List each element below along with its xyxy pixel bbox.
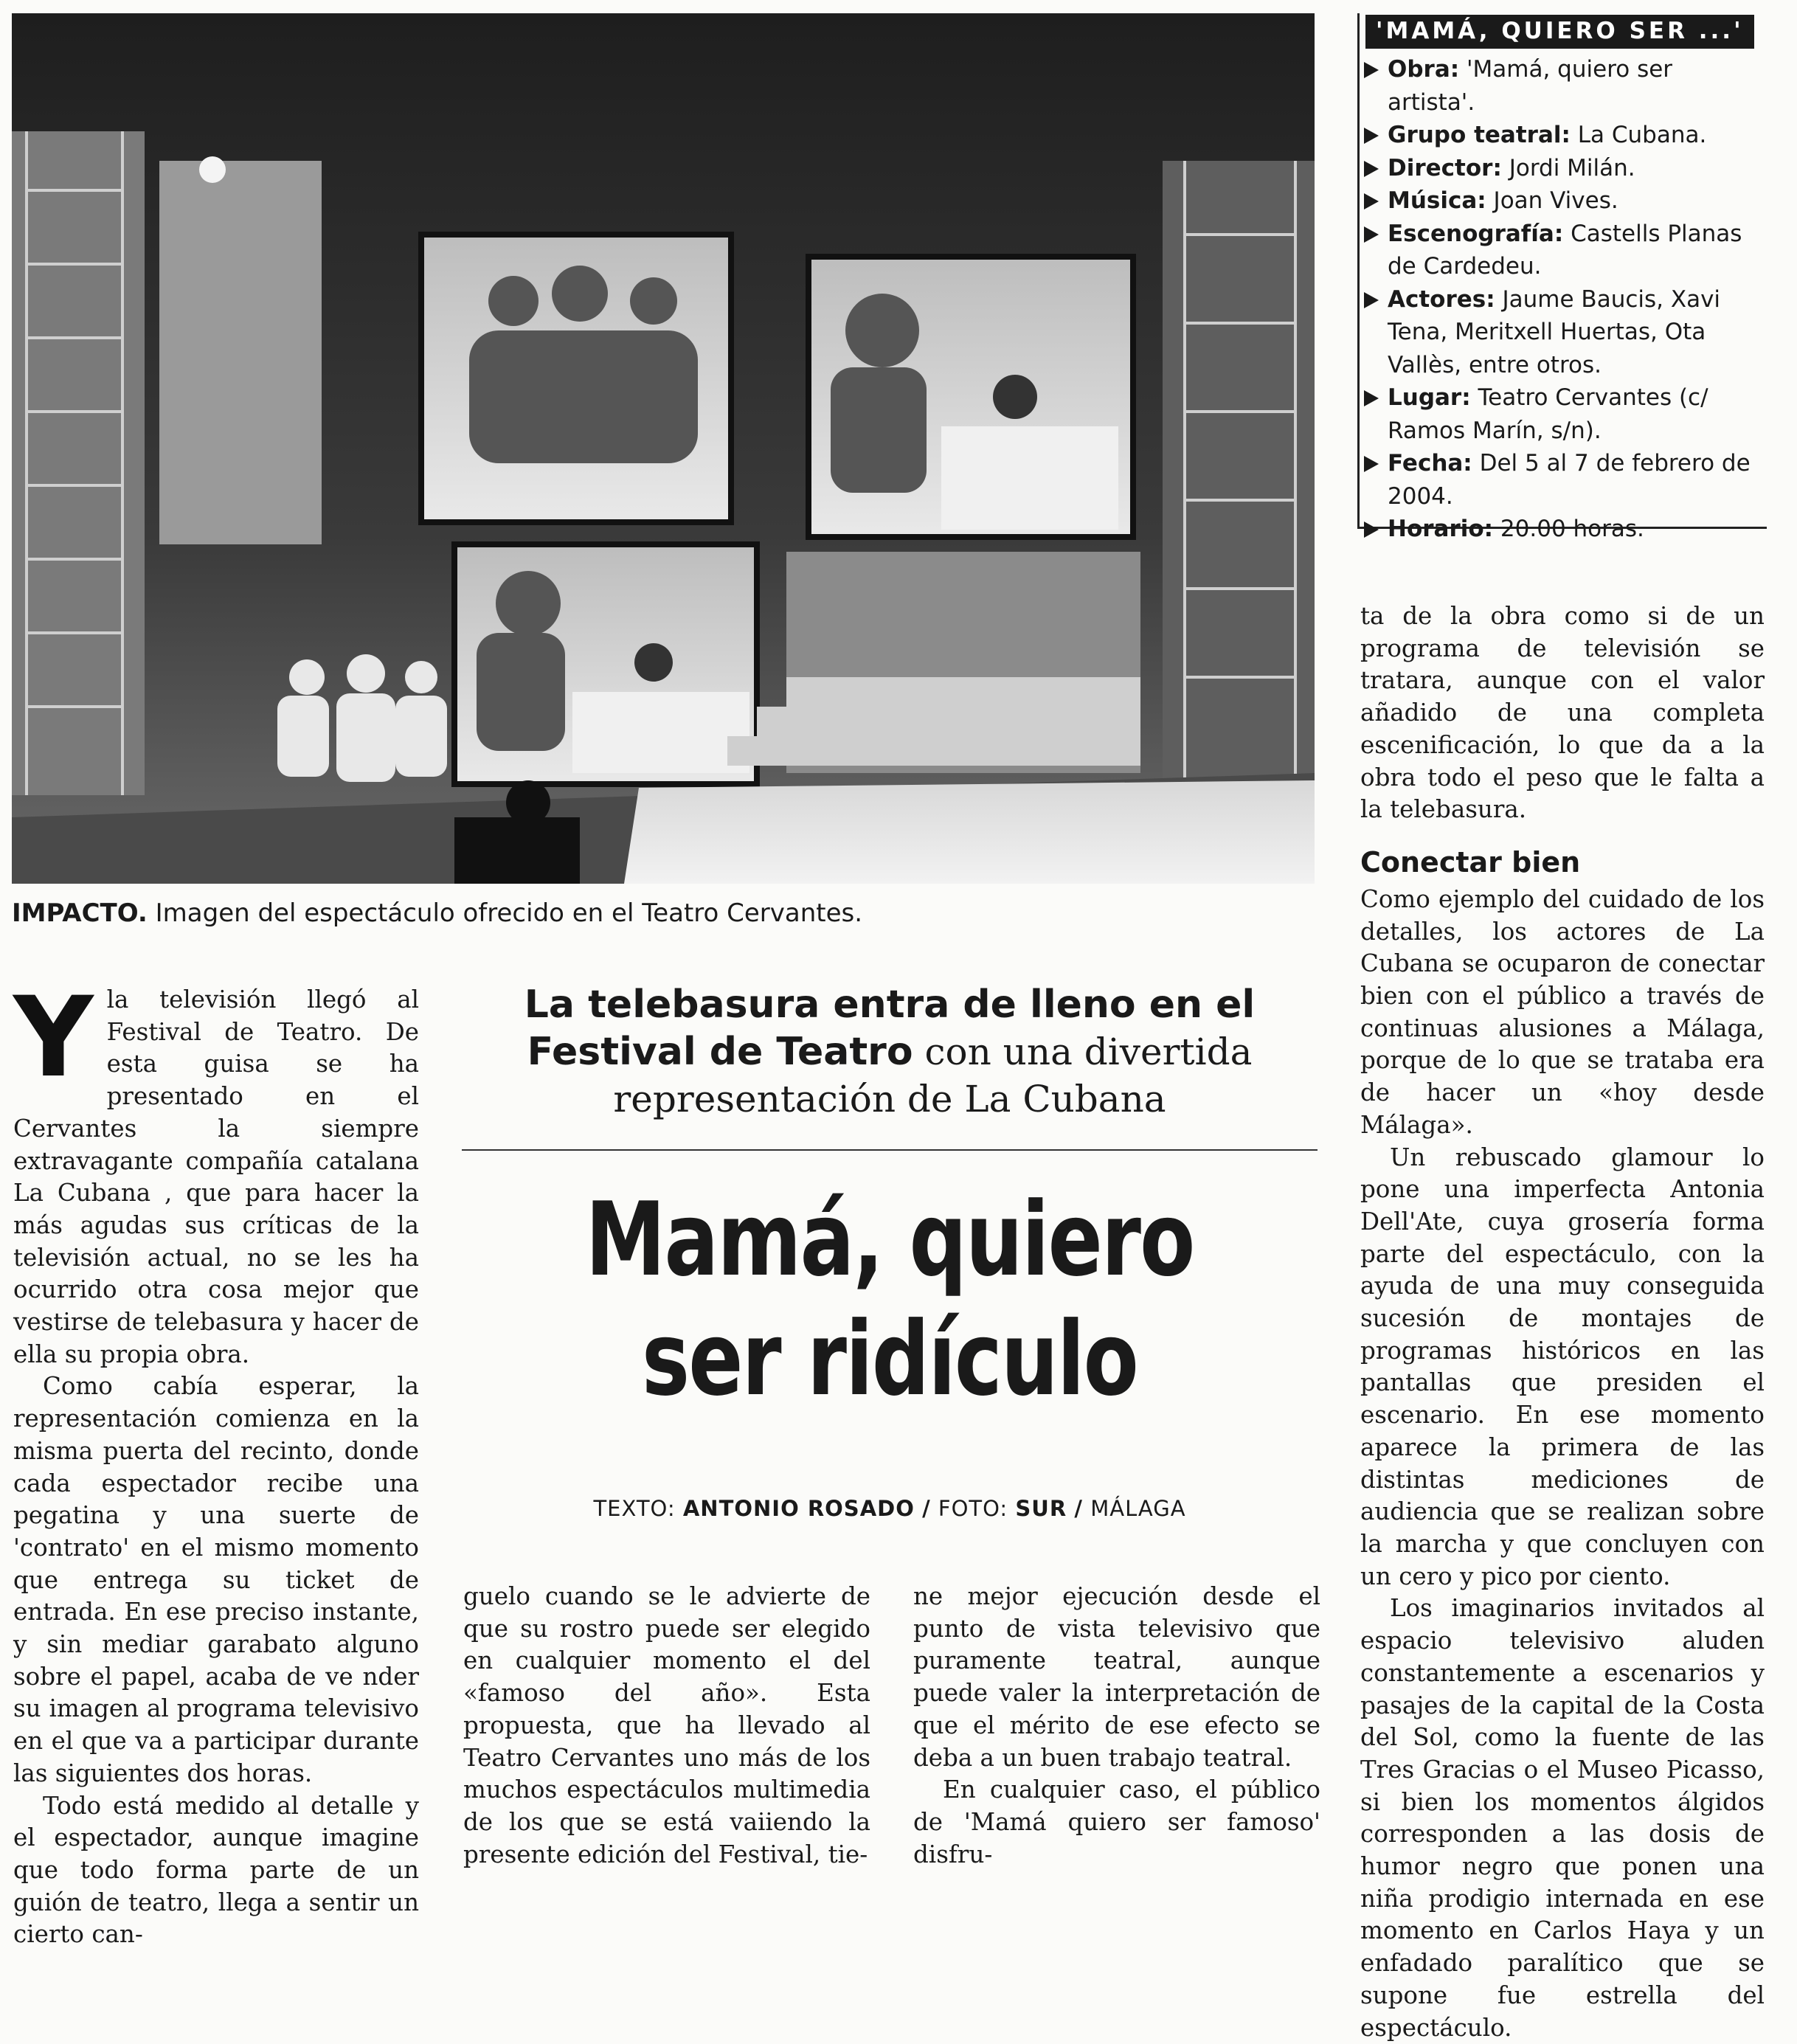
info-label: Director: [1388,154,1502,181]
triangle-bullet-icon [1364,128,1379,144]
triangle-bullet-icon [1364,226,1379,243]
triangle-bullet-icon [1364,161,1379,177]
stage-photo [12,13,1315,884]
article-column-3 [913,1581,1320,1871]
headline-divider [462,1149,1318,1151]
info-value: 'Mamá, quiero ser artista'. [1388,56,1673,116]
paragraph: la televisión llegó al Festival de Teatro. De esta guisa se ha presentado en el Cervantes la siempre extravagante compañía catalana La Cubana , que para hacer la más agudas sus críticas de la televisión actual, no se les ha ocurrido otra cosa mejor que vestirse de telebasura y hacer de ella su propia obra. [13,985,419,1368]
info-item-actores [1360,283,1767,382]
info-item-grupo [1360,119,1767,152]
byline-photo-credit: SUR [1015,1496,1067,1521]
paragraph: ne mejor ejecución desde el punto de vista televisivo que puramente teatral, aunque puede valer la interpretación de que el mérito de ese efecto se deba a un buen trabajo teatral. [913,1582,1320,1772]
info-value: Jordi Milán. [1509,154,1635,181]
info-label: Fecha: [1388,450,1472,477]
info-value: Joan Vives. [1493,187,1618,214]
info-box [1357,13,1767,542]
info-item-lugar [1360,381,1767,447]
info-item-fecha [1360,447,1767,513]
info-list [1360,53,1767,546]
byline-author: ANTONIO ROSADO [682,1496,915,1521]
info-value: La Cubana. [1577,122,1707,148]
triangle-bullet-icon [1364,193,1379,209]
paragraph: En cualquier caso, el público de 'Mamá quiero ser famoso' disfru- [913,1775,1320,1868]
byline [462,1496,1318,1521]
headline-line-2: ser ridículo [642,1300,1138,1418]
info-item-musica [1360,184,1767,218]
info-label: Escenografía: [1388,220,1564,247]
info-value: Jaume Baucis, Xavi Tena, Meritxell Huertas, Ota Vallès, entre otros. [1388,285,1721,378]
headline-line-1: Mamá, quiero [585,1180,1194,1299]
headline-kicker [462,981,1318,1123]
headline-title [513,1180,1267,1419]
info-value: Del 5 al 7 de febrero de 2004. [1388,450,1751,510]
paragraph: Todo está medido al detalle y el espectador, aunque imagine que todo forma parte de un guión de teatro, llega a sentir un cierto can- [13,1791,419,1949]
paragraph: ta de la obra como si de un programa de televisión se tratara, aunque con el valor añadido de una completa escenificación, lo que da a la obra todo el peso que le falta a la telebasura. [1360,602,1765,824]
article-column-4 [1360,600,1765,2044]
byline-texto-label: TEXTO: [593,1496,676,1521]
article-column-1 [13,974,419,1951]
info-item-horario [1360,513,1767,546]
info-label: Horario: [1388,516,1494,542]
caption-lead: IMPACTO. [12,898,148,928]
info-item-director [1360,152,1767,185]
info-value: Castells Planas de Cardedeu. [1388,220,1742,280]
info-label: Actores: [1388,285,1495,313]
triangle-bullet-icon [1364,62,1379,78]
byline-foto-label: FOTO: [938,1496,1008,1521]
paragraph: guelo cuando se le advierte de que su rostro puede ser elegido en cualquier momento el del «famoso del año». Esta propuesta, que ha llevado al Teatro Cervantes uno más de los muchos espectáculos multimedia de los que se está vaiiendo la presente edición del Festival, tie- [463,1582,870,1868]
byline-separator: / [1074,1496,1083,1521]
triangle-bullet-icon [1364,456,1379,472]
info-item-obra [1360,53,1767,119]
paragraph: Como ejemplo del cuidado de los detalles, los actores de La Cubana se ocuparon de conectar bien con el público a través de continuas alusiones a Málaga, porque de lo que se trataba era de hacer un «hoy desde Málaga». [1360,884,1765,1139]
info-item-escenografia [1360,218,1767,283]
paragraph: Como cabía esperar, la representación comienza en la misma puerta del recinto, donde cada espectador recibe una pegatina y una suerte de 'contrato' en el mismo momento que entrega su ticket de entrada. En ese preciso instante, y sin mediar garabato alguno sobre el papel, acaba de ve nder su imagen al programa televisivo en el que va a participar durante las siguientes dos horas. [13,1372,419,1787]
paragraph: Un rebuscado glamour lo pone una imperfecta Antonia Dell'Ate, cuya grosería forma parte del espectáculo, con la ayuda de una muy conseguida sucesión de montajes de programas históricos en las pantallas que presiden el escenario. En ese momento aparece la primera de las distintas mediciones de audiencia que se realizan sobre la marcha y que concluyen con un cero y pico por ciento. [1360,1143,1765,1590]
stage-photo-graphic [12,13,1315,884]
triangle-bullet-icon [1364,390,1379,406]
info-label: Obra: [1388,56,1460,83]
info-label: Música: [1388,187,1486,214]
byline-place: MÁLAGA [1090,1496,1186,1521]
paragraph: Los imaginarios invitados al espacio televisivo aluden constantemente a escenarios y pasajes de la capital de la Costa del Sol, como la fuente de las Tres Gracias o el Museo Picasso, si bien los momentos álgidos corresponden a las dosis de humor negro que ponen una niña prodigio internada en ese momento en Carlos Haya y un enfadado paralítico que se supone fue estrella del espectáculo. [1360,1594,1765,2042]
caption-text: Imagen del espectáculo ofrecido en el Teatro Cervantes. [155,898,863,928]
kicker-bold: La telebasura entra de lleno en el Festival de Teatro [524,983,1256,1074]
info-box-title: 'MAMÁ, QUIERO SER ...' [1365,15,1754,49]
article-column-2 [463,1581,870,1871]
drop-cap: Y [13,974,94,1102]
info-label: Grupo teatral: [1388,122,1571,148]
triangle-bullet-icon [1364,292,1379,308]
byline-separator: / [922,1496,931,1521]
kicker-rest: con una divertida representación de La Cubana [613,1030,1253,1120]
subheading: Conectar bien [1360,845,1581,879]
photo-caption [12,895,1315,931]
triangle-bullet-icon [1364,522,1379,538]
info-value: 20.00 horas. [1500,516,1644,542]
info-label: Lugar: [1388,384,1471,411]
info-value: Teatro Cervantes (c/ Ramos Marín, s/n). [1388,384,1708,444]
